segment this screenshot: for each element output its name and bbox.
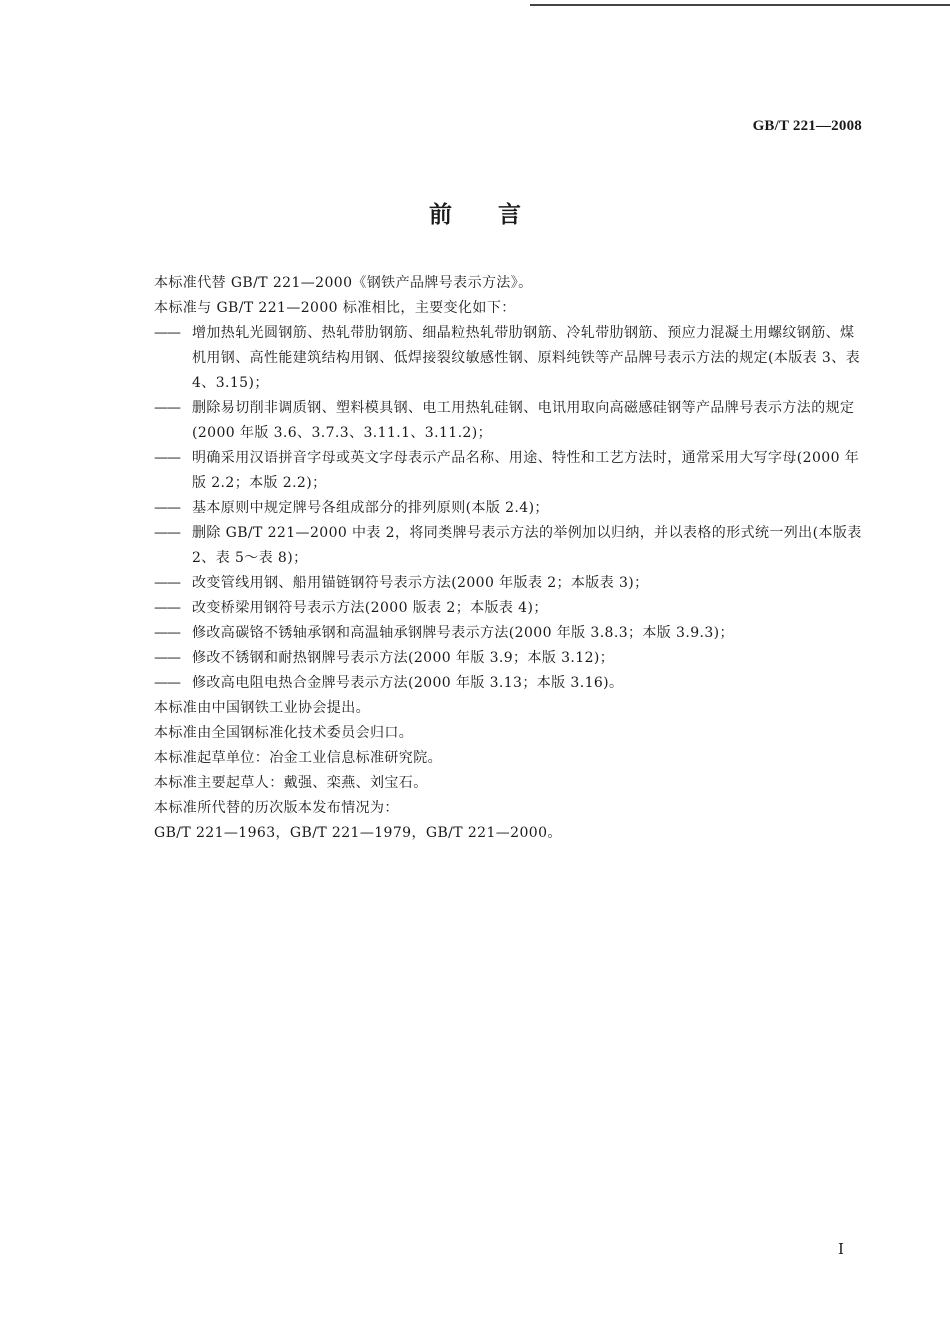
change-item bbox=[154, 496, 866, 521]
dash-marker: —— bbox=[154, 650, 180, 666]
change-item-text: 基本原则中规定牌号各组成部分的排列原则(本版 2.4)； bbox=[192, 500, 549, 516]
top-rule bbox=[530, 4, 950, 6]
change-item bbox=[154, 396, 866, 446]
dash-marker: —— bbox=[154, 600, 180, 616]
closing-paragraph: 本标准起草单位：冶金工业信息标准研究院。 bbox=[154, 750, 442, 766]
change-item bbox=[154, 671, 866, 696]
closing-paragraph: 本标准所代替的历次版本发布情况为： bbox=[154, 800, 399, 816]
change-item-text: 修改高碳铬不锈轴承钢和高温轴承钢牌号表示方法(2000 年版 3.8.3；本版 3.9.3)； bbox=[192, 625, 734, 641]
change-item-text: 明确采用汉语拼音字母或英文字母表示产品名称、用途、特性和工艺方法时，通常采用大写字母(2000 年版 2.2；本版 2.2)； bbox=[192, 450, 860, 491]
intro-paragraph: 本标准代替 GB/T 221—2000《钢铁产品牌号表示方法》。 bbox=[154, 275, 533, 291]
dash-marker: —— bbox=[154, 500, 180, 516]
change-item bbox=[154, 571, 866, 596]
change-item-text: 改变桥梁用钢符号表示方法(2000 版表 2；本版表 4)； bbox=[192, 600, 548, 616]
intro-paragraph: 本标准与 GB/T 221—2000 标准相比，主要变化如下： bbox=[154, 300, 516, 316]
change-item-text: 改变管线用钢、船用锚链钢符号表示方法(2000 年版表 2；本版表 3)； bbox=[192, 575, 649, 591]
dash-marker: —— bbox=[154, 325, 180, 341]
change-item bbox=[154, 621, 866, 646]
change-item bbox=[154, 321, 866, 396]
closing-paragraph: GB/T 221—1963，GB/T 221—1979，GB/T 221—2000。 bbox=[154, 825, 562, 841]
dash-marker: —— bbox=[154, 575, 180, 591]
change-item-text: 修改高电阻电热合金牌号表示方法(2000 年版 3.13；本版 3.16)。 bbox=[192, 675, 624, 691]
dash-marker: —— bbox=[154, 525, 180, 541]
change-item bbox=[154, 646, 866, 671]
change-item bbox=[154, 446, 866, 496]
change-item-text: 删除 GB/T 221—2000 中表 2，将同类牌号表示方法的举例加以归纳，并以表格的形式统一列出(本版表 2、表 5～表 8)； bbox=[192, 525, 862, 566]
change-item bbox=[154, 596, 866, 621]
change-item-text: 增加热轧光圆钢筋、热轧带肋钢筋、细晶粒热轧带肋钢筋、冷轧带肋钢筋、预应力混凝土用螺纹钢筋、煤机用钢、高性能建筑结构用钢、低焊接裂纹敏感性钢、原料纯铁等产品牌号表示方法的规定(本版表 3、表 4、3.15)； bbox=[192, 325, 861, 391]
change-item-text: 删除易切削非调质钢、塑料模具钢、电工用热轧硅钢、电讯用取向高磁感硅钢等产品牌号表示方法的规定(2000 年版 3.6、3.7.3、3.11.1、3.11.2)； bbox=[192, 400, 855, 441]
dash-marker: —— bbox=[154, 400, 180, 416]
foreword-body bbox=[154, 271, 866, 846]
change-item bbox=[154, 521, 866, 571]
closing-paragraph: 本标准主要起草人：戴强、栾燕、刘宝石。 bbox=[154, 775, 428, 791]
change-item-text: 修改不锈钢和耐热钢牌号表示方法(2000 年版 3.9；本版 3.12)； bbox=[192, 650, 615, 666]
page-title: 前言 bbox=[429, 202, 567, 228]
dash-marker: —— bbox=[154, 675, 180, 691]
dash-marker: —— bbox=[154, 450, 180, 466]
page-number: I bbox=[838, 1240, 844, 1258]
closing-paragraph: 本标准由全国钢标准化技术委员会归口。 bbox=[154, 725, 414, 741]
closing-paragraph: 本标准由中国钢铁工业协会提出。 bbox=[154, 700, 370, 716]
standard-code: GB/T 221—2008 bbox=[752, 118, 862, 134]
dash-marker: —— bbox=[154, 625, 180, 641]
